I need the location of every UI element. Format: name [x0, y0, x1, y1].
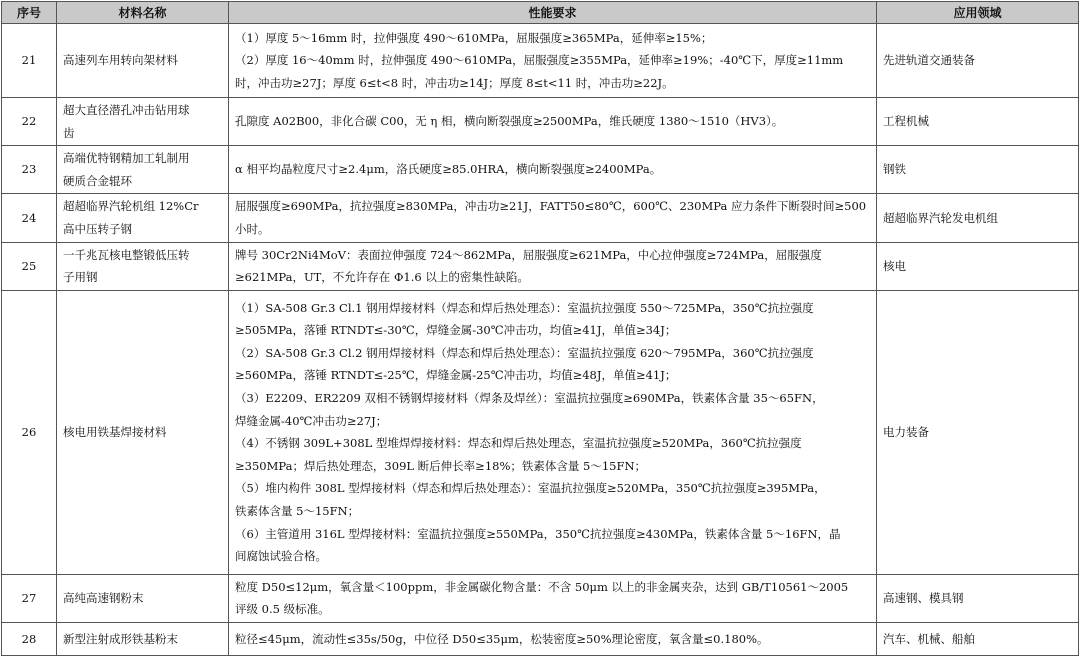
performance-line: 屈服强度≥690MPa，抗拉强度≥830MPa，冲击功≥21J，FATT50≤80℃，600℃、230MPa 应力条件下断裂时间≥500 — [235, 199, 867, 214]
cell-application: 核电 — [877, 242, 1079, 290]
cell-no: 21 — [2, 24, 57, 98]
table-row — [2, 242, 1079, 290]
material-name-line: 高端优特钢精加工轧制用 — [63, 151, 190, 166]
cell-material-name — [57, 24, 229, 98]
material-name-line: 高纯高速钢粉末 — [63, 591, 144, 606]
material-name-line: 新型注射成形铁基粉末 — [63, 631, 178, 646]
cell-no: 26 — [2, 290, 57, 574]
table-header-row — [2, 2, 1079, 24]
cell-performance — [229, 98, 877, 146]
cell-performance — [229, 194, 877, 242]
performance-line: （5）堆内构件 308L 型焊接材料（焊态和焊后热处理态）：室温抗拉强度≥520MPa，350℃抗拉强度≥395MPa， — [235, 481, 826, 496]
performance-line: 铁素体含量 5～15FN； — [235, 504, 360, 519]
material-name-line: 高速列车用转向架材料 — [63, 53, 178, 68]
cell-application: 先进轨道交通装备 — [877, 24, 1079, 98]
cell-application: 超超临界汽轮发电机组 — [877, 194, 1079, 242]
performance-line: （6）主管道用 316L 型焊接材料：室温抗拉强度≥550MPa，350℃抗拉强度≥430MPa，铁素体含量 5～16FN，晶 — [235, 526, 841, 541]
material-name-line: 子用钢 — [63, 270, 98, 285]
performance-line: （4）不锈钢 309L+308L 型堆焊焊接材料：焊态和焊后热处理态，室温抗拉强度≥520MPa，360℃抗拉强度 — [235, 436, 802, 451]
table-row — [2, 290, 1079, 574]
cell-material-name — [57, 242, 229, 290]
performance-line: 小时。 — [235, 221, 270, 236]
cell-material-name — [57, 622, 229, 655]
cell-material-name — [57, 98, 229, 146]
performance-line: ≥621MPa，UT，不允许存在 Φ1.6 以上的密集性缺陷。 — [235, 270, 529, 285]
header-no: 序号 — [2, 2, 57, 24]
table-row — [2, 146, 1079, 194]
performance-line: 时，冲击功≥27J；厚度 6≤t<8 时，冲击功≥14J；厚度 8≤t<11 时，冲击功≥22J。 — [235, 75, 674, 90]
performance-line: 牌号 30Cr2Ni4MoV：表面拉伸强度 724～862MPa，屈服强度≥621MPa，中心拉伸强度≥724MPa，屈服强度 — [235, 247, 822, 262]
performance-line: α 相平均晶粒度尺寸≥2.4μm，洛氏硬度≥85.0HRA，横向断裂强度≥2400MPa。 — [235, 162, 662, 177]
table-body — [2, 24, 1079, 656]
header-performance: 性能要求 — [229, 2, 877, 24]
performance-line: 间腐蚀试验合格。 — [235, 549, 327, 564]
header-material-name: 材料名称 — [57, 2, 229, 24]
performance-line: ≥505MPa，落锤 RTNDT≤-30℃，焊缝金属-30℃冲击功，均值≥41J，单值≥34J； — [235, 323, 677, 338]
cell-no: 28 — [2, 622, 57, 655]
material-name-line: 核电用铁基焊接材料 — [63, 424, 167, 439]
cell-no: 24 — [2, 194, 57, 242]
cell-performance — [229, 242, 877, 290]
table-row — [2, 194, 1079, 242]
cell-material-name — [57, 574, 229, 622]
cell-performance — [229, 24, 877, 98]
cell-material-name — [57, 146, 229, 194]
performance-line: ≥350MPa；焊后热处理态，309L 断后伸长率≥18%；铁素体含量 5～15FN； — [235, 458, 647, 473]
performance-line: （3）E2209、ER2209 双相不锈钢焊接材料（焊条及焊丝）：室温抗拉强度≥690MPa，铁素体含量 35～65FN， — [235, 391, 824, 406]
cell-material-name — [57, 290, 229, 574]
cell-no: 23 — [2, 146, 57, 194]
performance-line: （1）厚度 5～16mm 时，拉伸强度 490～610MPa，屈服强度≥365MPa，延伸率≥15%； — [235, 30, 713, 45]
material-name-line: 高中压转子钢 — [63, 221, 132, 236]
cell-application: 电力装备 — [877, 290, 1079, 574]
cell-application: 钢铁 — [877, 146, 1079, 194]
cell-performance — [229, 290, 877, 574]
material-name-line: 超超临界汽轮机组 12%Cr — [63, 199, 199, 214]
cell-performance — [229, 574, 877, 622]
performance-line: （1）SA-508 Gr.3 Cl.1 钢用焊接材料（焊态和焊后热处理态）：室温抗拉强度 550～725MPa，350℃抗拉强度 — [235, 300, 814, 315]
cell-application: 高速钢、模具钢 — [877, 574, 1079, 622]
material-name-line: 齿 — [63, 125, 75, 140]
performance-line: 粒径≤45μm，流动性≤35s/50g，中位径 D50≤35μm，松装密度≥50%理论密度，氧含量≤0.180%。 — [235, 631, 769, 646]
cell-no: 25 — [2, 242, 57, 290]
material-name-line: 超大直径潜孔冲击钻用球 — [63, 103, 190, 117]
performance-line: 评级 0.5 级标准。 — [235, 602, 330, 617]
materials-table — [1, 1, 1079, 656]
material-name-line: 一千兆瓦核电整锻低压转 — [63, 247, 190, 262]
cell-application: 工程机械 — [877, 98, 1079, 146]
performance-line: （2）厚度 16～40mm 时，拉伸强度 490～610MPa，屈服强度≥355MPa，延伸率≥19%；-40℃下，厚度≥11mm — [235, 53, 844, 68]
performance-line: 焊缝金属-40℃冲击功≥27J； — [235, 413, 388, 428]
table-row — [2, 574, 1079, 622]
cell-performance — [229, 622, 877, 655]
table-row — [2, 622, 1079, 655]
performance-line: ≥560MPa，落锤 RTNDT≤-25℃，焊缝金属-25℃冲击功，均值≥48J，单值≥41J； — [235, 368, 677, 383]
performance-line: 孔隙度 A02B00，非化合碳 C00，无 η 相，横向断裂强度≥2500MPa，维氏硬度 1380～1510（HV3）。 — [235, 114, 784, 129]
table-row — [2, 24, 1079, 98]
cell-no: 27 — [2, 574, 57, 622]
cell-application: 汽车、机械、船舶 — [877, 622, 1079, 655]
cell-performance — [229, 146, 877, 194]
performance-line: （2）SA-508 Gr.3 Cl.2 钢用焊接材料（焊态和焊后热处理态）：室温抗拉强度 620～795MPa，360℃抗拉强度 — [235, 345, 814, 360]
material-name-line: 硬质合金辊环 — [63, 173, 132, 188]
table-row — [2, 98, 1079, 146]
header-application: 应用领域 — [877, 2, 1079, 24]
performance-line: 粒度 D50≤12μm，氧含量＜100ppm，非金属碳化物含量：不含 50μm 以上的非金属夹杂，达到 GB/T10561～2005 — [235, 579, 849, 594]
cell-material-name — [57, 194, 229, 242]
cell-no: 22 — [2, 98, 57, 146]
